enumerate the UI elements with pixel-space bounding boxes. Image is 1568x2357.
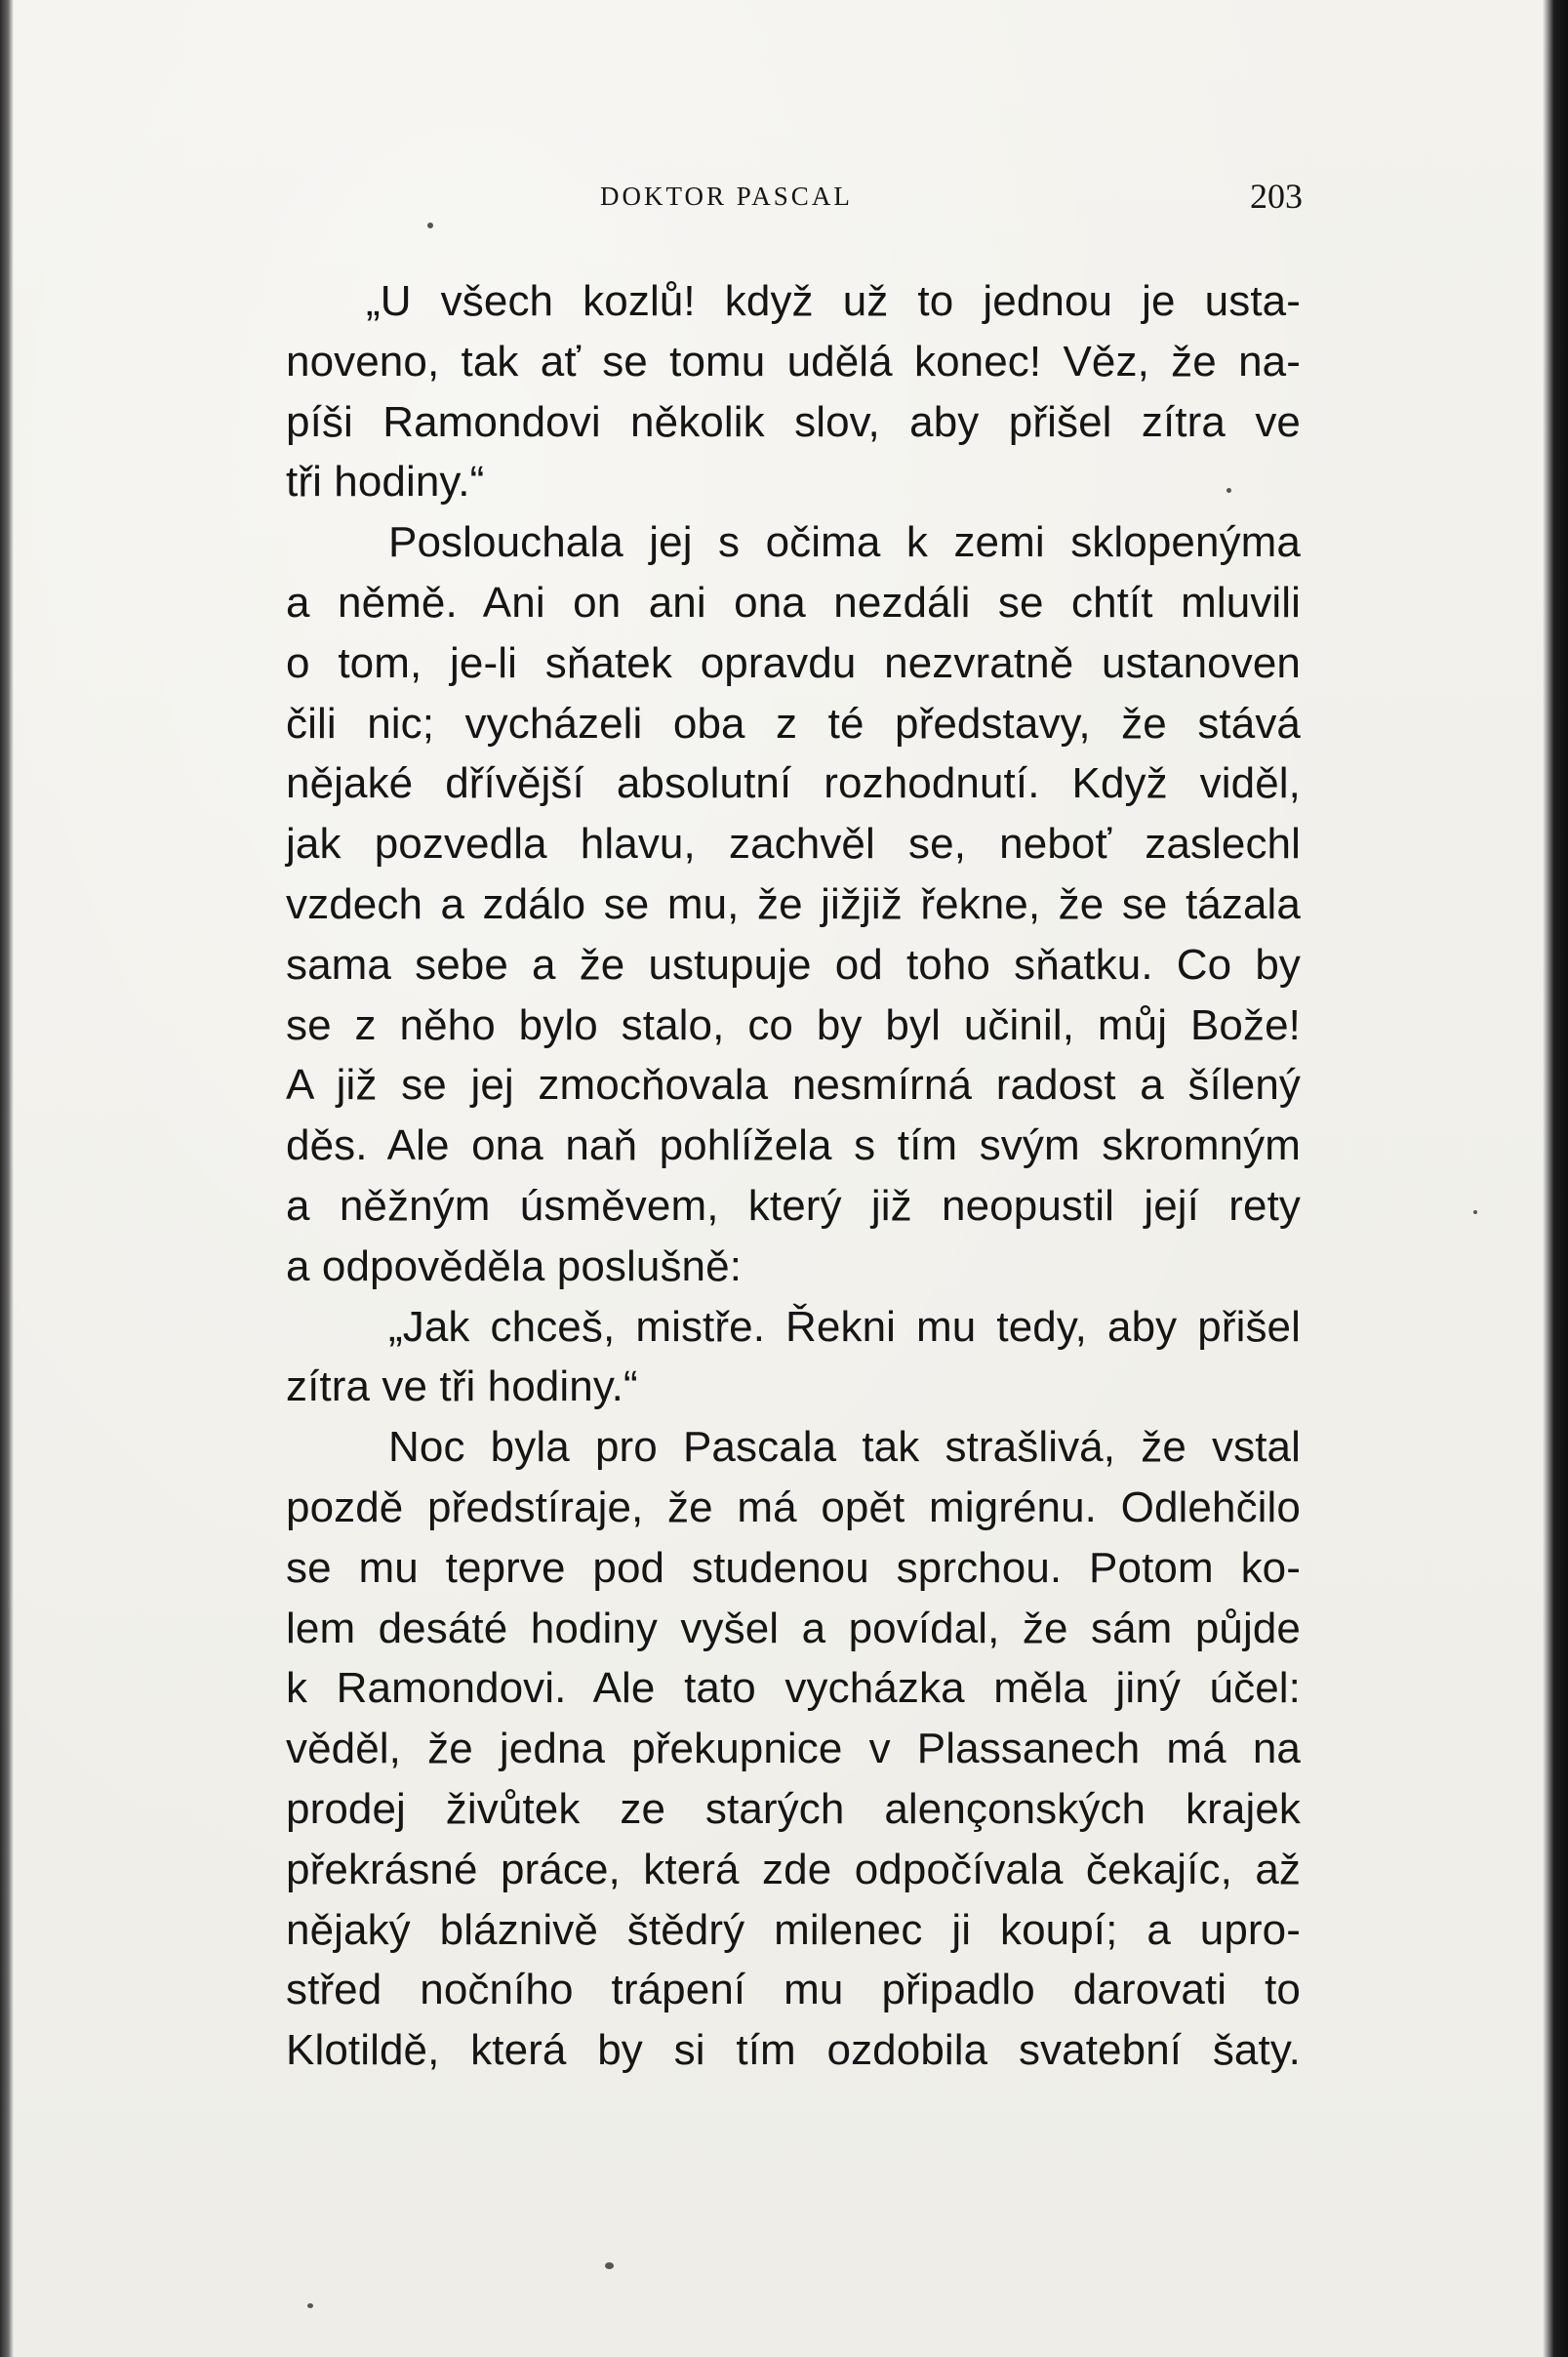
text-line: zítra ve tři hodiny.“ <box>286 1362 638 1411</box>
text-line: překrásné práce, která zde odpočívala čekajíc, až <box>286 1845 1301 1893</box>
text-line: vzdech a zdálo se mu, že jižjiž řekne, že se tázala <box>286 879 1301 928</box>
paragraph-3 <box>183 1297 1301 1418</box>
text-line: Klotildě, která by si tím ozdobila svatební šaty. <box>286 2026 1301 2075</box>
scan-speck <box>1226 488 1231 493</box>
page-right-edge-shadow <box>1543 0 1568 2357</box>
text-line: a něžným úsměvem, který již neopustil její rety <box>286 1181 1301 1230</box>
text-line: se mu teprve pod studenou sprchou. Potom ko- <box>286 1543 1301 1592</box>
text-line: sama sebe a že ustupuje od toho sňatku. Co by <box>286 940 1301 989</box>
text-line: se z něho bylo stalo, co by byl učinil, můj Bože! <box>286 1000 1301 1049</box>
scan-speck <box>307 2303 313 2308</box>
text-line: čili nic; vycházeli oba z té představy, že stává <box>286 699 1301 748</box>
text-line: nějaké dřívější absolutní rozhodnutí. Když viděl, <box>286 759 1301 808</box>
scan-speck <box>1473 1210 1477 1214</box>
running-title: DOKTOR PASCAL <box>600 182 853 211</box>
text-line: o tom, je-li sňatek opravdu nezvratně ustanoven <box>286 638 1301 687</box>
text-line: „U všech kozlů! když už to jednou je usta- <box>366 277 1301 325</box>
text-line: A již se jej zmocňovala nesmírná radost a šílený <box>286 1061 1301 1110</box>
text-line: Noc byla pro Pascala tak strašlivá, že vstal <box>388 1423 1301 1472</box>
text-line: pozdě předstíraje, že má opět migrénu. Odlehčilo <box>286 1483 1301 1531</box>
text-line: lem desáté hodiny vyšel a povídal, že sám půjde <box>286 1604 1301 1652</box>
text-line: střed nočního trápení mu připadlo darovati to <box>286 1966 1301 2014</box>
text-line: a odpověděla poslušně: <box>286 1241 743 1290</box>
paragraph-1 <box>183 271 1301 512</box>
text-line: noveno, tak ať se tomu udělá konec! Věz, že na- <box>286 337 1301 386</box>
body-text <box>183 271 1301 2081</box>
text-line: věděl, že jedna překupnice v Plassanech má na <box>286 1725 1301 1773</box>
text-line: děs. Ale ona naň pohlížela s tím svým skromným <box>286 1121 1301 1170</box>
page-number: 203 <box>1250 177 1303 216</box>
text-line: a němě. Ani on ani ona nezdáli se chtít mluvili <box>286 578 1301 627</box>
text-line: tři hodiny.“ <box>286 458 485 507</box>
running-head <box>181 176 1303 224</box>
text-line: nějaký bláznivě štědrý milenec ji koupí; a upro- <box>286 1905 1301 1954</box>
scan-speck <box>605 2262 614 2269</box>
text-line: jak pozvedla hlavu, zachvěl se, neboť zaslechl <box>286 820 1301 869</box>
paragraph-4 <box>183 1417 1301 2081</box>
text-line: k Ramondovi. Ale tato vycházka měla jiný účel: <box>286 1664 1301 1713</box>
text-line: Poslouchala jej s očima k zemi sklopenýma <box>388 518 1301 567</box>
scan-speck <box>427 223 433 228</box>
text-line: prodej živůtek ze starých alençonských krajek <box>286 1784 1301 1833</box>
text-line: „Jak chceš, mistře. Řekni mu tedy, aby přišel <box>388 1302 1301 1351</box>
paragraph-2 <box>183 512 1301 1296</box>
page-left-edge-shadow <box>0 0 14 2357</box>
text-line: píši Ramondovi několik slov, aby přišel zítra ve <box>286 397 1301 446</box>
